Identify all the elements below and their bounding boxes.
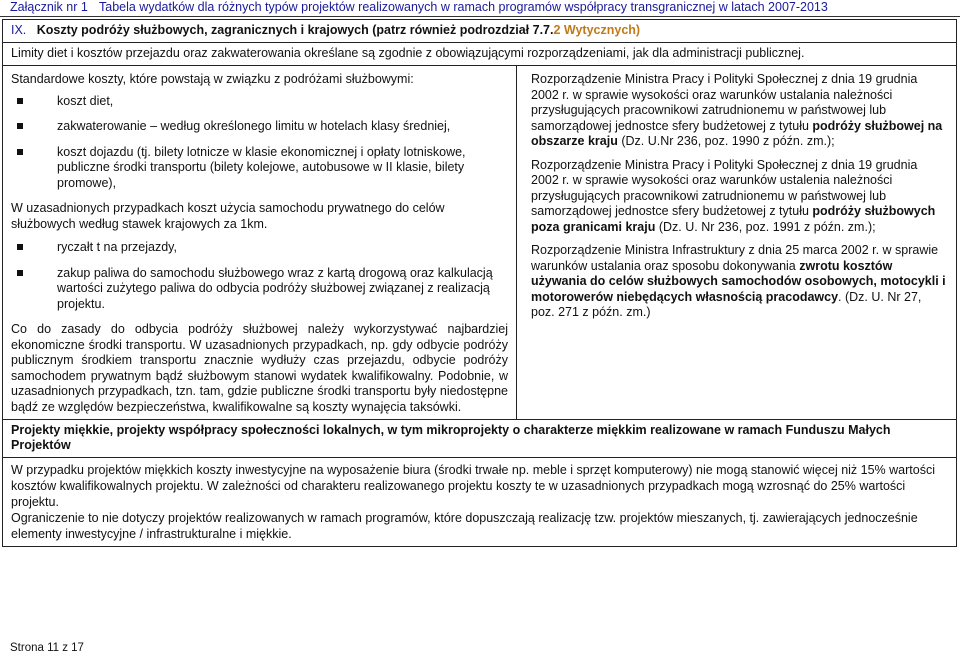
section-title: Koszty podróży służbowych, zagranicznych i krajowych (patrz również podrozdział 7.7. — [36, 23, 554, 37]
regulation-emphasis: podróży służbowej na obszarze kraju — [531, 118, 943, 148]
soft-projects-body — [3, 458, 957, 547]
regulation-item — [531, 158, 948, 236]
list-item: koszt dojazdu (tj. bilety lotnicze w klasie ekonomicznej i opłaty lotniskowe, publiczne środki transportu (bilety kolejowe, autobusowe w II klasie, bilety promowe), — [11, 145, 508, 192]
regulation-item — [531, 243, 948, 321]
list-item: zakwaterowanie – według określonego limitu w hotelach klasy średniej, — [11, 119, 508, 135]
list-item: zakup paliwa do samochodu służbowego wraz z kartą drogową oraz kalkulacją wartości zużytego paliwa do odbycia podróży służbowej związanej z realizacją projektu. — [11, 266, 508, 313]
transport-principle-text: Co do zasady do odbycia podróży służbowej należy wykorzystywać najbardziej ekonomiczne środki transportu. W uzasadnionych przypadkach, np. gdy odbycie podróży publicznym środkiem transportu znacznie wydłuży czas przejazdu, odbycie podróży samochodem prywatnym bądź służbowym stanowi wydatek kwalifikowalny. Podobnie, w uzasadnionych przypadkach, tzn. tam, gdzie publiczne środki transportu były niedostępne bądź ze względów bezpieczeństwa, kwalifikowalne są koszty wynajęcia taksówki. — [11, 322, 508, 414]
private-car-note: W uzasadnionych przypadkach koszt użycia samochodu prywatnego do celów służbowych według stawek krajowych za 1km. — [11, 201, 445, 231]
regulation-citation: (Dz. U. Nr 236, poz. 1991 z późn. zm.); — [655, 219, 876, 234]
intro-text: Limity diet i kosztów przejazdu oraz zakwaterowania określane są zgodnie z obowiązującymi rozporządzeniami, jak dla administracji publicznej. — [11, 46, 805, 60]
standard-costs-lead: Standardowe koszty, które powstają w związku z podróżami służbowymi: — [11, 72, 414, 86]
regulation-text: Rozporządzenie Ministra Pracy i Polityki Społecznej z dnia 19 grudnia 2002 r. w sprawie wysokości oraz warunków ustalenia należności przysługujących pracownikowi zatrudnionemu w państwowej lub samorządowej jednostce sfery budżetowej z tytułu — [531, 157, 918, 218]
expense-table — [2, 19, 957, 547]
section-heading — [3, 20, 957, 43]
regulation-text: Rozporządzenie Ministra Infrastruktury z dnia 25 marca 2002 r. w sprawie warunków ustalania oraz sposobu dokonywania — [531, 243, 939, 273]
soft-projects-title: Projekty miękkie, projekty współpracy społeczności lokalnych, w tym mikroprojekty o charakterze miękkim realizowane w ramach Funduszu Małych Projektów — [11, 423, 891, 452]
cost-list-2 — [11, 240, 508, 312]
standard-costs-cell — [3, 66, 517, 420]
page-number: Strona 11 z 17 — [10, 642, 84, 654]
regulation-citation: (Dz. U.Nr 236, poz. 1990 z późn. zm.); — [617, 134, 835, 148]
page-header — [0, 0, 960, 15]
list-item: ryczałt t na przejazdy, — [11, 240, 508, 256]
regulation-text: Rozporządzenie Ministra Pracy i Polityki Społecznej z dnia 19 grudnia 2002 r. w sprawie wysokości oraz warunków ustalania należności przysługujących pracownikowi zatrudnionemu w państwowej lub samorządowej jednostce sfery budżetowej z tytułu — [531, 72, 918, 133]
list-item: koszt diet, — [11, 94, 508, 110]
regulations-cell — [517, 66, 957, 420]
regulation-emphasis: podróży służbowych poza granicami kraju — [531, 204, 936, 234]
header-rule — [0, 16, 960, 17]
regulation-citation: . (Dz. U. Nr 27, poz. 271 z późn. zm.) — [531, 289, 922, 319]
regulation-item — [531, 72, 948, 150]
regulation-emphasis: zwrotu kosztów używania do celów służbowych samochodów osobowych, motocykli i motorowerów niebędących własnością pracodawcy — [531, 258, 946, 304]
section-title-tail: 2 Wytycznych) — [553, 23, 641, 37]
cost-list-1 — [11, 94, 508, 192]
soft-projects-paragraph: W przypadku projektów miękkich koszty inwestycyjne na wyposażenie biura (środki trwałe np. meble i sprzęt komputerowy) nie mogą stanowić więcej niż 15% wartości kosztów kwalifikowalnych projektu. W zależności od charakteru realizowanego projektu koszty te w uzasadnionych przypadkach mogą wzrosnąć do 25% wartości projektu. — [11, 463, 935, 509]
document-title: Tabela wydatków dla różnych typów projektów realizowanych w ramach programów współpracy transgranicznej w latach 2007-2013 — [99, 0, 828, 14]
section-number: IX. — [11, 23, 27, 37]
soft-projects-heading — [3, 420, 957, 458]
intro-row — [3, 43, 957, 66]
soft-projects-paragraph: Ograniczenie to nie dotyczy projektów realizowanych w ramach programów, które dopuszczają realizację tzw. projektów mieszanych, tj. zawierających jednocześnie elementy inwestycyjne / infrastrukturalne i miękkie. — [11, 511, 918, 541]
annex-label: Załącznik nr 1 — [10, 0, 88, 14]
